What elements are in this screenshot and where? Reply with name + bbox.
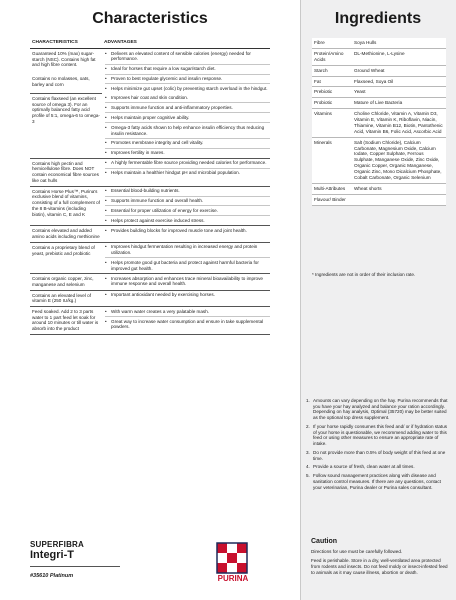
advantage-item: • Delivers an elevated content of sensible calories (energy) needed for performance.	[105, 49, 270, 65]
characteristics-row	[30, 307, 270, 335]
advantage-item: • Helps protect against exercise induced stress.	[105, 216, 270, 225]
advantages-cell	[102, 186, 270, 226]
ingredient-value: Soya Hulls	[352, 38, 446, 48]
advantage-item: • Essential blood-building nutrients.	[105, 187, 270, 197]
ingredient-category: Flavour/ Binder	[312, 194, 352, 205]
ingredient-category: Probiotic	[312, 98, 352, 109]
ingredients-note: * Ingredients are not in order of their inclusion rate.	[312, 272, 416, 277]
ingredient-value: Mature of Live Bacteria	[352, 98, 446, 109]
advantage-item: • Essential for proper utilization of energy for exercise.	[105, 206, 270, 216]
ingredient-category: Vitamins	[312, 109, 352, 138]
ingredient-row	[312, 109, 446, 138]
advantage-item: • Omega-3 fatty acids shown to help enhance insulin efficiency thus reducing insulin resistance.	[105, 123, 270, 139]
ingredient-row	[312, 183, 446, 194]
ingredient-value	[352, 194, 446, 205]
ingredient-value: Yeast	[352, 87, 446, 98]
ingredient-category: Fat	[312, 76, 352, 87]
characteristic-cell: Contains Horse Plus™, Purina's exclusive blend of vitamins, consisting of a full complement of the 8 B-vitamins (including biotin), vitamin C, E and K	[30, 186, 102, 226]
note-item	[306, 424, 450, 447]
characteristics-body	[30, 48, 270, 334]
ingredient-category: Protein/Amino Acids	[312, 48, 352, 65]
ingredient-value: Wheat shorts	[352, 183, 446, 194]
ingredient-category: Starch	[312, 65, 352, 76]
panel-divider	[300, 0, 301, 600]
characteristics-row	[30, 242, 270, 273]
characteristic-cell: Contains organic copper, zinc, manganese and selenium	[30, 274, 102, 290]
caution-text	[311, 549, 451, 579]
product-rule	[30, 566, 120, 567]
feeding-notes	[306, 398, 450, 493]
ingredient-row	[312, 194, 446, 205]
advantage-item: • Increases absorption and enhances trace mineral bioavailability to improve immune response and overall health.	[105, 274, 270, 289]
checker-square	[237, 553, 247, 563]
note-number: 3.	[306, 449, 310, 455]
advantage-item: • Provides building blocks for improved muscle tone and joint health.	[105, 226, 270, 235]
advantages-cell	[102, 226, 270, 242]
note-text: Amounts can vary depending on the hay. Purina recommends that you have your hay analyzed and balance your ration accordingly. Depending on hay analysis, Optimal (35720) may be better suited as the optional top dress supplement.	[313, 398, 448, 421]
characteristics-table	[30, 38, 270, 335]
characteristics-row	[30, 226, 270, 242]
product-code: #35610 Platinum	[30, 573, 74, 579]
ingredient-value: Salt (Sodium Chloride), Calcium Carbonate, Magnesium Oxide, Calcium Iodate, Copper Sulphate, Ferrous Sulphate, Manganese Oxide, Zinc Oxide, Organic Copper, Organic Manganese, Organic Zinc, Mono Dicalcium Phosphate, Cobalt Carbonate, Organic Selenium	[352, 137, 446, 183]
advantage-item: • With warm water creates a very palatable mash.	[105, 307, 270, 317]
advantage-item: • Helps minimize gut upset (colic) by preventing starch overload in the hindgut.	[105, 84, 270, 93]
note-text: Do not provide more than 0.5% of body weight of this feed at one time.	[313, 449, 446, 461]
purina-wordmark: PURINA	[217, 574, 249, 583]
ingredient-row	[312, 137, 446, 183]
ingredient-category: Minerals	[312, 137, 352, 183]
caution-paragraph: Directions for use must be carefully followed.	[311, 549, 403, 554]
ingredient-category: Multi-Attributes	[312, 183, 352, 194]
ingredient-value: Flaxseed, Soya Oil	[352, 76, 446, 87]
advantage-item: • Improves fertility in mares.	[105, 149, 270, 158]
advantage-item: • A highly fermentable fibre source providing needed calories for performance.	[105, 159, 270, 169]
characteristic-cell: Contains elevated and added amino acids including methionine	[30, 226, 102, 242]
characteristics-row	[30, 186, 270, 226]
ingredient-row	[312, 87, 446, 98]
ingredient-row	[312, 48, 446, 65]
note-item	[306, 450, 450, 461]
ingredient-category: Prebiotic	[312, 87, 352, 98]
advantage-item: • Promotes membrane integrity and cell vitality.	[105, 139, 270, 149]
ingredient-row	[312, 76, 446, 87]
checker-square	[227, 553, 237, 563]
col-header-characteristics: CHARACTERISTICS	[30, 38, 102, 48]
advantages-cell	[102, 48, 270, 93]
checker-square	[237, 543, 247, 553]
checker-square	[217, 563, 227, 573]
advantages-cell	[102, 307, 270, 335]
characteristic-cell: Contains flaxseed (an excellent source of omega 3). For an optimally balanced fatty acid profile of 5:1, omega-6 to omega-3	[30, 93, 102, 158]
checker-square	[227, 543, 237, 553]
ingredient-row	[312, 65, 446, 76]
characteristics-title: Characteristics	[92, 10, 208, 27]
note-text: Provide a source of fresh, clean water at all times.	[313, 464, 415, 470]
note-number: 2.	[306, 423, 310, 429]
characteristic-cell: Contains a proprietary blend of yeast, prebiotic and probiotic	[30, 242, 102, 273]
product-name: Integri-T	[30, 549, 74, 561]
checker-square	[227, 563, 237, 573]
ingredient-value: Ground Wheat	[352, 65, 446, 76]
ingredient-row	[312, 98, 446, 109]
advantage-item: • Helps promote good gut bacteria and protect against harmful bacteria for improved gut health.	[105, 258, 270, 273]
advantage-item: • Improves hair coat and skin condition.	[105, 93, 270, 103]
advantage-item: • Ideal for horses that require a low sugar/starch diet.	[105, 65, 270, 75]
advantages-cell	[102, 290, 270, 306]
advantage-item: • Improves hindgut fermentation resulting in increased energy and protein utilization.	[105, 243, 270, 259]
characteristics-row	[30, 48, 270, 74]
caution-paragraph: Feed is perishable. Store in a dry, well-ventilated area protected from rodents and insects. Do not feed moldy or insect-infested feed to animals as it may cause illness, abortion or death.	[311, 557, 448, 575]
checker-square	[217, 543, 227, 553]
product-line: SUPERFIBRA	[30, 540, 85, 549]
caution-title: Caution	[311, 538, 338, 545]
note-item	[306, 473, 450, 490]
characteristics-row	[30, 290, 270, 306]
note-text: If your horse rapidly consumes this feed and/ or if hydration status of your horse is questionable, we recommend adding water to this feed or using other measures to ensure an appropriate rate of intake.	[313, 423, 448, 447]
note-number: 4.	[306, 464, 310, 470]
note-item	[306, 464, 450, 470]
checker-square	[217, 553, 227, 563]
advantages-cell	[102, 242, 270, 273]
characteristics-row	[30, 93, 270, 158]
advantage-item: • Helps maintain proper cognitive ability.	[105, 113, 270, 123]
note-text: Follow sound management practices along with disease and sanitation control measures. If there are any questions, contact your veterinarian, Purina dealer or Purina sales consultant.	[313, 473, 441, 490]
characteristic-cell: Guaranteed 10% (max) sugar-starch (NSC). Contains high fat and high fibre content.	[32, 50, 96, 68]
characteristics-row	[30, 274, 270, 290]
note-number: 5.	[306, 473, 310, 479]
ingredients-title: Ingredients	[334, 10, 422, 27]
ingredient-category: Fibre	[312, 38, 352, 48]
advantage-item: • Supports immune function and anti-inflammatory properties.	[105, 103, 270, 113]
advantage-item: • Proven to best regulate glycemic and insulin response.	[105, 75, 270, 85]
advantage-item: • Great way to increase water consumption and ensure in take supplemental powders.	[105, 317, 270, 332]
characteristic-cell: Contains no molasses, oats, barley and corn	[30, 74, 102, 93]
advantages-cell	[102, 274, 270, 290]
characteristic-cell: Feed soaked. Add 2 to 3 parts water to 1 part feed let soak for around 10 minutes or till water is absorb into the product	[30, 307, 102, 335]
advantages-cell	[102, 93, 270, 158]
ingredients-body	[312, 38, 446, 205]
ingredient-value: DL-Methionine, L-Lysine	[352, 48, 446, 65]
col-header-advantages: ADVANTAGES	[102, 38, 270, 48]
checker-square	[237, 563, 247, 573]
note-item	[306, 398, 450, 421]
advantage-item: • Supports immune function and overall health.	[105, 197, 270, 207]
advantage-item: • Helps maintain a healthier hindgut pH and microbial population.	[105, 169, 270, 178]
characteristic-cell: Contains high pectin and hemicellulose fibre. Does NOT contain economical fibre sources like oat hulls	[30, 158, 102, 186]
characteristics-row	[30, 158, 270, 186]
ingredient-value: Choline Chloride, Vitamin A, Vitamin D3, Vitamin E, Vitamin K, Riboflavin, Niacin, Thiamine, Vitamin B12, Biotin, Pantothenic Acid, Vitamin B6, Folic Acid, Ascorbic Acid	[352, 109, 446, 138]
characteristic-cell: Contains an elevated level of vitamin E (250 IU/kg.)	[30, 290, 102, 306]
note-number: 1.	[306, 398, 310, 403]
ingredient-row	[312, 38, 446, 48]
advantages-cell	[102, 158, 270, 186]
ingredients-table	[312, 38, 446, 206]
advantage-item: • Important antioxidant needed by exercising horses.	[105, 291, 270, 300]
